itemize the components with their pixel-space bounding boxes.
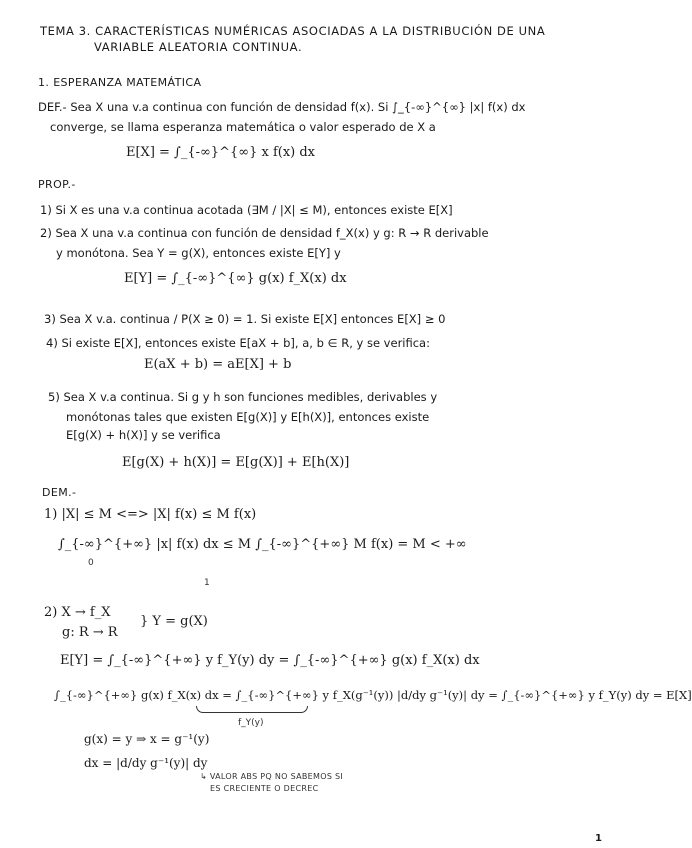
dem-2-note-1: ↳ VALOR ABS PQ NO SABEMOS SI: [200, 772, 344, 781]
dem-2-note-2: ES CRECIENTE O DECREC: [210, 784, 319, 793]
definition-line-1: DEF.- Sea X una v.a continua con función de densidad f(x). Si ∫_{-∞}^{∞} |x| f(x) dx: [38, 100, 526, 114]
prop-2-line-1: 2) Sea X una v.a continua con función de densidad f_X(x) y g: R → R derivable: [40, 226, 489, 240]
dem-1-line-1: 1) |X| ≤ M <=> |X| f(x) ≤ M f(x): [44, 507, 257, 522]
prop-5-line-2: monótonas tales que existen E[g(X)] y E[h(X)], entonces existe: [66, 410, 430, 424]
prop-2-formula: E[Y] = ∫_{-∞}^{∞} g(x) f_X(x) dx: [124, 271, 347, 286]
dem-1-under-one: 1: [204, 578, 210, 588]
prop-5-line-3: E[g(X) + h(X)] y se verifica: [66, 428, 221, 442]
dem-2-line-3: E[Y] = ∫_{-∞}^{+∞} y f_Y(y) dy = ∫_{-∞}^{+∞} g(x) f_X(x) dx: [60, 653, 480, 668]
prop-5-formula: E[g(X) + h(X)] = E[g(X)] + E[h(X)]: [122, 455, 350, 470]
dem-2-line-6: dx = |d/dy g⁻¹(y)| dy: [84, 756, 208, 770]
fy-brace: [196, 706, 308, 713]
dem-2-line-1-right: } Y = g(X): [140, 614, 208, 629]
dem-2-line-1: 2) X → f_X: [44, 605, 111, 620]
dem-2-line-4: ∫_{-∞}^{+∞} g(x) f_X(x) dx = ∫_{-∞}^{+∞} y f_X(g⁻¹(y)) |d/dy g⁻¹(y)| dy = ∫_{-∞}^{+∞} y f_Y(y) dy = E[X]: [54, 688, 692, 702]
dem-2-line-5: g(x) = y ⇒ x = g⁻¹(y): [84, 732, 210, 746]
prop-4: 4) Si existe E[X], entonces existe E[aX + b], a, b ∈ R, y se verifica:: [46, 336, 430, 350]
prop-label: PROP.-: [38, 178, 76, 191]
dem-label: DEM.-: [42, 486, 77, 499]
fy-brace-label: f_Y(y): [238, 718, 264, 728]
definition-line-2: converge, se llama esperanza matemática o valor esperado de X a: [50, 120, 436, 134]
prop-5-line-1: 5) Sea X v.a continua. Si g y h son funciones medibles, derivables y: [48, 390, 438, 404]
prop-3: 3) Sea X v.a. continua / P(X ≥ 0) = 1. Si existe E[X] entonces E[X] ≥ 0: [44, 312, 446, 326]
definition-formula: E[X] = ∫_{-∞}^{∞} x f(x) dx: [126, 145, 316, 160]
prop-1: 1) Si X es una v.a continua acotada (∃M / |X| ≤ M), entonces existe E[X]: [40, 203, 453, 217]
dem-1-line-2: ∫_{-∞}^{+∞} |x| f(x) dx ≤ M ∫_{-∞}^{+∞} M f(x) = M < +∞: [58, 537, 467, 552]
heading-line-1: TEMA 3. CARACTERÍSTICAS NUMÉRICAS ASOCIADAS A LA DISTRIBUCIÓN DE UNA: [40, 24, 546, 38]
heading-line-2: VARIABLE ALEATORIA CONTINUA.: [94, 40, 303, 54]
prop-2-line-2: y monótona. Sea Y = g(X), entonces existe E[Y] y: [56, 246, 341, 260]
page-number: 1: [595, 833, 602, 844]
dem-2-line-2: g: R → R: [62, 625, 118, 640]
dem-1-under-zero: 0: [88, 558, 94, 568]
prop-4-formula: E(aX + b) = aE[X] + b: [144, 357, 292, 372]
section-title: 1. ESPERANZA MATEMÁTICA: [38, 76, 202, 89]
